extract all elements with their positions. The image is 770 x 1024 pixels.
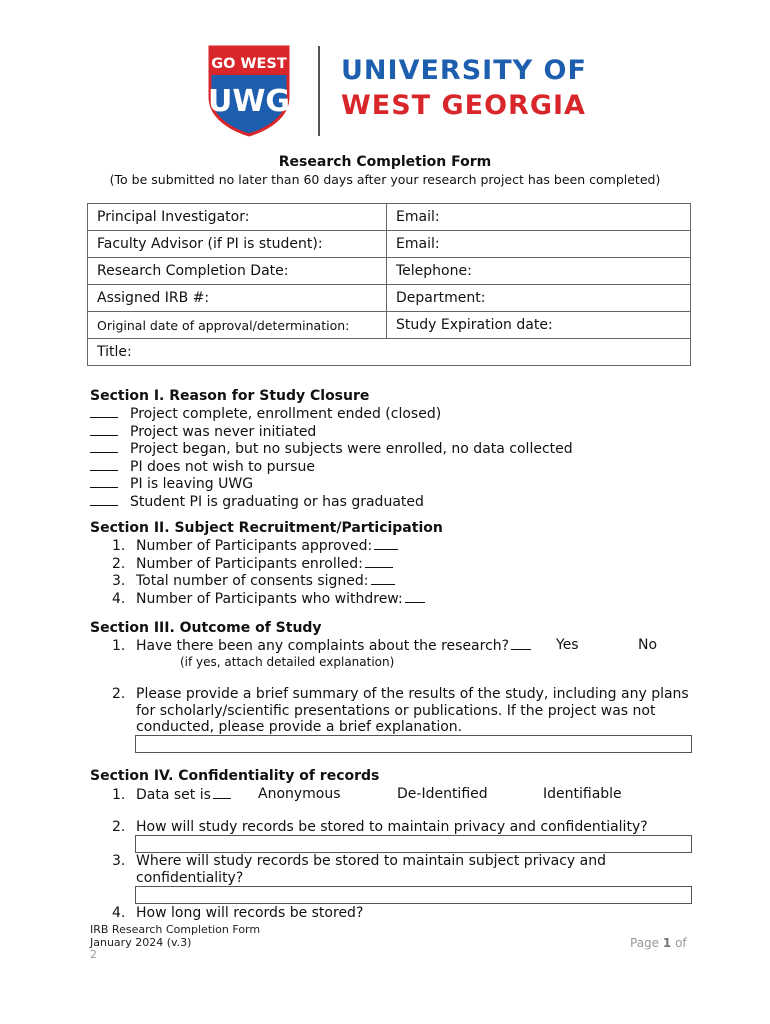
checkbox-blank[interactable] — [90, 423, 118, 436]
section4-heading: Section IV. Confidentiality of records — [90, 768, 380, 784]
answer-blank[interactable] — [405, 590, 425, 603]
retention-question: 4. How long will records be stored? — [112, 905, 364, 921]
section2-list — [112, 537, 437, 607]
list-item: 3. Total number of consents signed: — [112, 572, 437, 590]
table-row — [88, 339, 691, 366]
complaints-note: (if yes, attach detailed explanation) — [180, 655, 395, 669]
answer-blank[interactable] — [511, 637, 531, 650]
answer-blank[interactable] — [213, 786, 231, 799]
dataset-question: 1. Data set is — [112, 786, 243, 804]
section3-heading: Section III. Outcome of Study — [90, 620, 322, 636]
table-row — [88, 312, 691, 339]
answer-blank[interactable] — [365, 555, 393, 568]
list-item: 4. Number of Participants who withdrew: — [112, 590, 437, 608]
completion-date-field[interactable]: Research Completion Date: — [88, 258, 387, 285]
logo-divider — [318, 46, 320, 136]
university-name-line2: WEST GEORGIA — [341, 90, 586, 121]
storage-method-input[interactable] — [135, 835, 692, 853]
no-option[interactable]: No — [638, 637, 658, 653]
checkbox-blank[interactable] — [90, 405, 118, 418]
identifiable-option[interactable]: Identifiable — [543, 786, 622, 802]
title-field[interactable]: Title: — [88, 339, 691, 366]
list-item: PI is leaving UWG — [90, 475, 573, 493]
footer — [90, 924, 260, 962]
page-number: Page 1 of — [630, 936, 687, 950]
expiration-date-field[interactable]: Study Expiration date: — [387, 312, 691, 339]
checkbox-blank[interactable] — [90, 440, 118, 453]
table-row — [88, 285, 691, 312]
logo-badge-top: GO WEST — [211, 56, 287, 72]
info-table — [87, 203, 691, 366]
list-item: Project complete, enrollment ended (closed) — [90, 405, 573, 423]
faculty-advisor-field[interactable]: Faculty Advisor (if PI is student): — [88, 231, 387, 258]
checkbox-blank[interactable] — [90, 493, 118, 506]
checkbox-blank[interactable] — [90, 458, 118, 471]
section1-list — [90, 405, 573, 511]
pi-field[interactable]: Principal Investigator: — [88, 204, 387, 231]
list-item: Project was never initiated — [90, 423, 573, 441]
list-item: Project began, but no subjects were enrolled, no data collected — [90, 440, 573, 458]
answer-blank[interactable] — [371, 572, 395, 585]
list-item: PI does not wish to pursue — [90, 458, 573, 476]
table-row — [88, 258, 691, 285]
university-name-line1: UNIVERSITY OF — [341, 55, 587, 86]
section1-heading: Section I. Reason for Study Closure — [90, 388, 370, 404]
form-subtitle: (To be submitted no later than 60 days after your research project has been completed) — [109, 172, 661, 187]
section2-heading: Section II. Subject Recruitment/Participation — [90, 520, 443, 536]
summary-question: 2. Please provide a brief summary of the results of the study, including any plans for scholarly/scientific presentations or publications. If the project was not conducted, please provide a brief explanation. — [112, 686, 689, 736]
deidentified-option[interactable]: De-Identified — [397, 786, 488, 802]
footer-form-name: IRB Research Completion Form — [90, 923, 261, 936]
list-item: 1. Number of Participants approved: — [112, 537, 437, 555]
logo-badge-letters: UWG — [207, 84, 291, 119]
list-item: Student PI is graduating or has graduated — [90, 493, 573, 511]
summary-input[interactable] — [135, 735, 692, 753]
uwg-shield-logo — [206, 45, 292, 137]
storage-location-question: 3. Where will study records be stored to maintain subject privacy and confidentiality? — [112, 853, 606, 886]
telephone-field[interactable]: Telephone: — [387, 258, 691, 285]
footer-total-pages: 2 — [90, 948, 97, 961]
table-row — [88, 231, 691, 258]
form-title: Research Completion Form — [278, 154, 492, 170]
department-field[interactable]: Department: — [387, 285, 691, 312]
checkbox-blank[interactable] — [90, 475, 118, 488]
approval-date-field[interactable]: Original date of approval/determination: — [88, 312, 387, 339]
list-item: 2. Number of Participants enrolled: — [112, 555, 437, 573]
irb-number-field[interactable]: Assigned IRB #: — [88, 285, 387, 312]
footer-version: January 2024 (v.3) — [90, 935, 192, 949]
answer-blank[interactable] — [374, 537, 398, 550]
advisor-email-field[interactable]: Email: — [387, 231, 691, 258]
storage-method-question: 2. How will study records be stored to maintain privacy and confidentiality? — [112, 819, 648, 835]
table-row — [88, 204, 691, 231]
complaints-question: 1. Have there been any complaints about the research? — [112, 637, 543, 655]
yes-option[interactable]: Yes — [556, 637, 579, 653]
anonymous-option[interactable]: Anonymous — [258, 786, 341, 802]
storage-location-input[interactable] — [135, 886, 692, 904]
pi-email-field[interactable]: Email: — [387, 204, 691, 231]
